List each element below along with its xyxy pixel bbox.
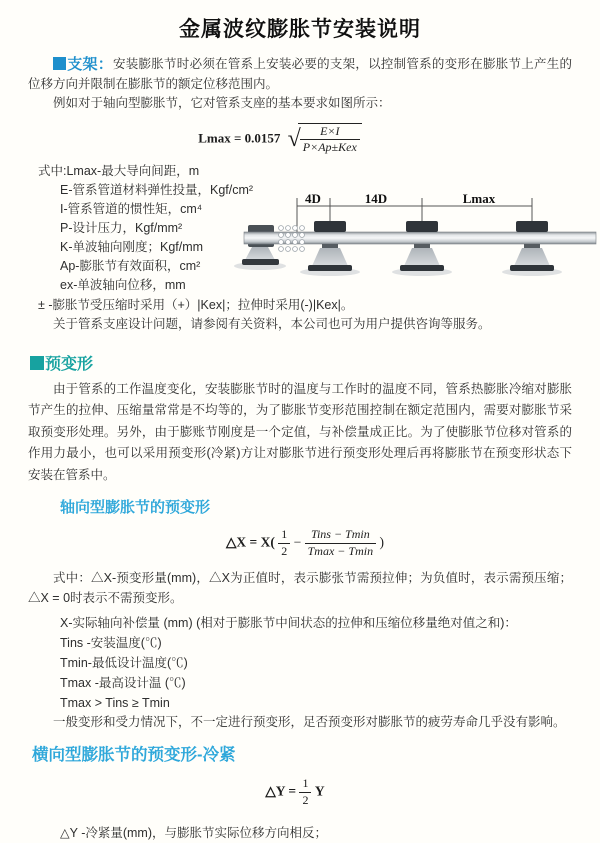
- delta-x-formula: [95, 528, 515, 559]
- definition-line: ex-单波轴向位移，mm: [60, 278, 186, 293]
- guide-support: [400, 221, 444, 271]
- dimension-label-4d: 4D: [305, 191, 321, 206]
- dx-temp-fraction: $\frac{\text{Tins − Tmin}}{Tmax - Tmin}$: [305, 528, 376, 559]
- definition-line: 式中:Lmax-最大导向间距，m: [38, 164, 200, 179]
- dx-explain-paragraph: 式中：△X-预变形量(mm)，△X为正值时，表示膨张节需预拉伸；为负值时，表示需预压缩；△X = 0时表示不需预变形。: [28, 570, 572, 605]
- delta-y-formula: [45, 777, 545, 808]
- dy-explain-line: △Y -冷紧量(mm)，与膨胀节实际位移方向相反；: [60, 825, 328, 840]
- definition-line: K-单波轴向刚度；Kgf/mm: [60, 240, 204, 255]
- dx-minus: −: [293, 534, 302, 550]
- temp-line: Tmax -最高设计温 (℃): [60, 675, 186, 690]
- pipe-support-diagram: [242, 192, 598, 292]
- support-heading-label: 支架：: [67, 56, 114, 73]
- support-closing-line: 关于管系支座设计问题，请参阅有关资料，本公司也可为用户提供咨询等服务。: [53, 317, 491, 332]
- preform-heading-label: 预变形: [45, 355, 94, 373]
- axial-subheading: 轴向型膨胀节的预变形: [60, 499, 211, 517]
- support-intro-paragraph: [28, 55, 572, 94]
- preform-paragraph: 由于管系的工作温度变化，安装膨胀节时的温度与工作时的温度不同，管系热膨胀冷缩对膨胀节产生的拉伸、压缩量常常是不均等的，为了膨胀节变形范围控制在额定范围内，需要对膨胀节采取预变形处理。另外，由于膨账节刚度是一个定值，与补偿量成正比。为了使膨胀节位移对管系的作用力最小，也可以采用预变形(冷紧)方让对膨胀节进行预变形处理后再将膨胀节在预变形状态下安装在管系中。: [28, 381, 572, 482]
- guide-support: [308, 221, 352, 271]
- temp-line: Tins -安装温度(℃): [60, 635, 162, 650]
- anchor-support: [242, 225, 279, 265]
- dy-lhs: △Y =: [265, 783, 297, 799]
- lateral-subheading: 横向型膨胀节的预变形-冷紧: [32, 746, 236, 765]
- preform-note-line: 一般变形和受力情况下，不一定进行预变形，足否预变形对膨胀节的疲劳寿命几乎没有影响。: [53, 714, 566, 729]
- lmax-formula-lhs: Lmax = 0.0157: [198, 129, 281, 145]
- dx-half-fraction: $\frac{1}{2}$: [278, 528, 290, 559]
- support-intro-text: 安装膨胀节时必须在管系上安装必要的支架，以控制管系的变形在膨胀节上产生的位移方向并限制在膨胀节的额定位移范围内。: [28, 57, 572, 91]
- support-section-heading: [53, 56, 113, 73]
- dy-rhs: Y: [314, 783, 325, 799]
- temp-line: Tmin-最低设计温度(℃): [60, 655, 188, 670]
- sqrt-symbol: √: [287, 125, 301, 152]
- guide-support: [510, 221, 554, 271]
- lmax-formula: [0, 123, 560, 156]
- definition-line: E-管系管道材料弹性投量，Kgf/cm²: [60, 183, 254, 198]
- dimension-label-14d: 14D: [364, 191, 388, 206]
- lmax-formula-denominator: P×Ap±Kex: [302, 140, 357, 155]
- x-definition-line: X-实际轴向补偿量 (mm) (相对于膨胀节中间状态的拉伸和压缩位移量绝对值之和)：: [60, 615, 517, 630]
- dx-lhs: △X = X(: [226, 534, 275, 550]
- section-square-icon: [30, 356, 44, 370]
- dimension-label-lmax: Lmax: [462, 191, 496, 206]
- support-example-line: 例如对于轴向型膨胀节，它对管系支座的基本要求如图所示：: [53, 96, 391, 110]
- definition-line: Ap-膨胀节有效面积，cm²: [60, 259, 201, 274]
- section-square-icon: [53, 57, 66, 70]
- lmax-formula-numerator: E×I: [300, 125, 360, 141]
- dy-half-fraction: $\frac{1}{2}$: [299, 777, 311, 808]
- preform-section-heading: [30, 351, 600, 374]
- temp-line: Tmax > Tins ≥ Tmin: [60, 695, 170, 710]
- definition-line: P-设计压力，Kgf/mm²: [60, 221, 183, 236]
- page-title: 金属波纹膨胀节安装说明: [179, 18, 421, 41]
- plusminus-line: ± -膨胀节受压缩时采用（+）|Kex|；拉伸时采用(-)|Kex|。: [38, 298, 354, 313]
- definition-line: I-管系管道的惯性矩，cm⁴: [60, 202, 203, 217]
- dx-close-paren: ): [379, 534, 384, 550]
